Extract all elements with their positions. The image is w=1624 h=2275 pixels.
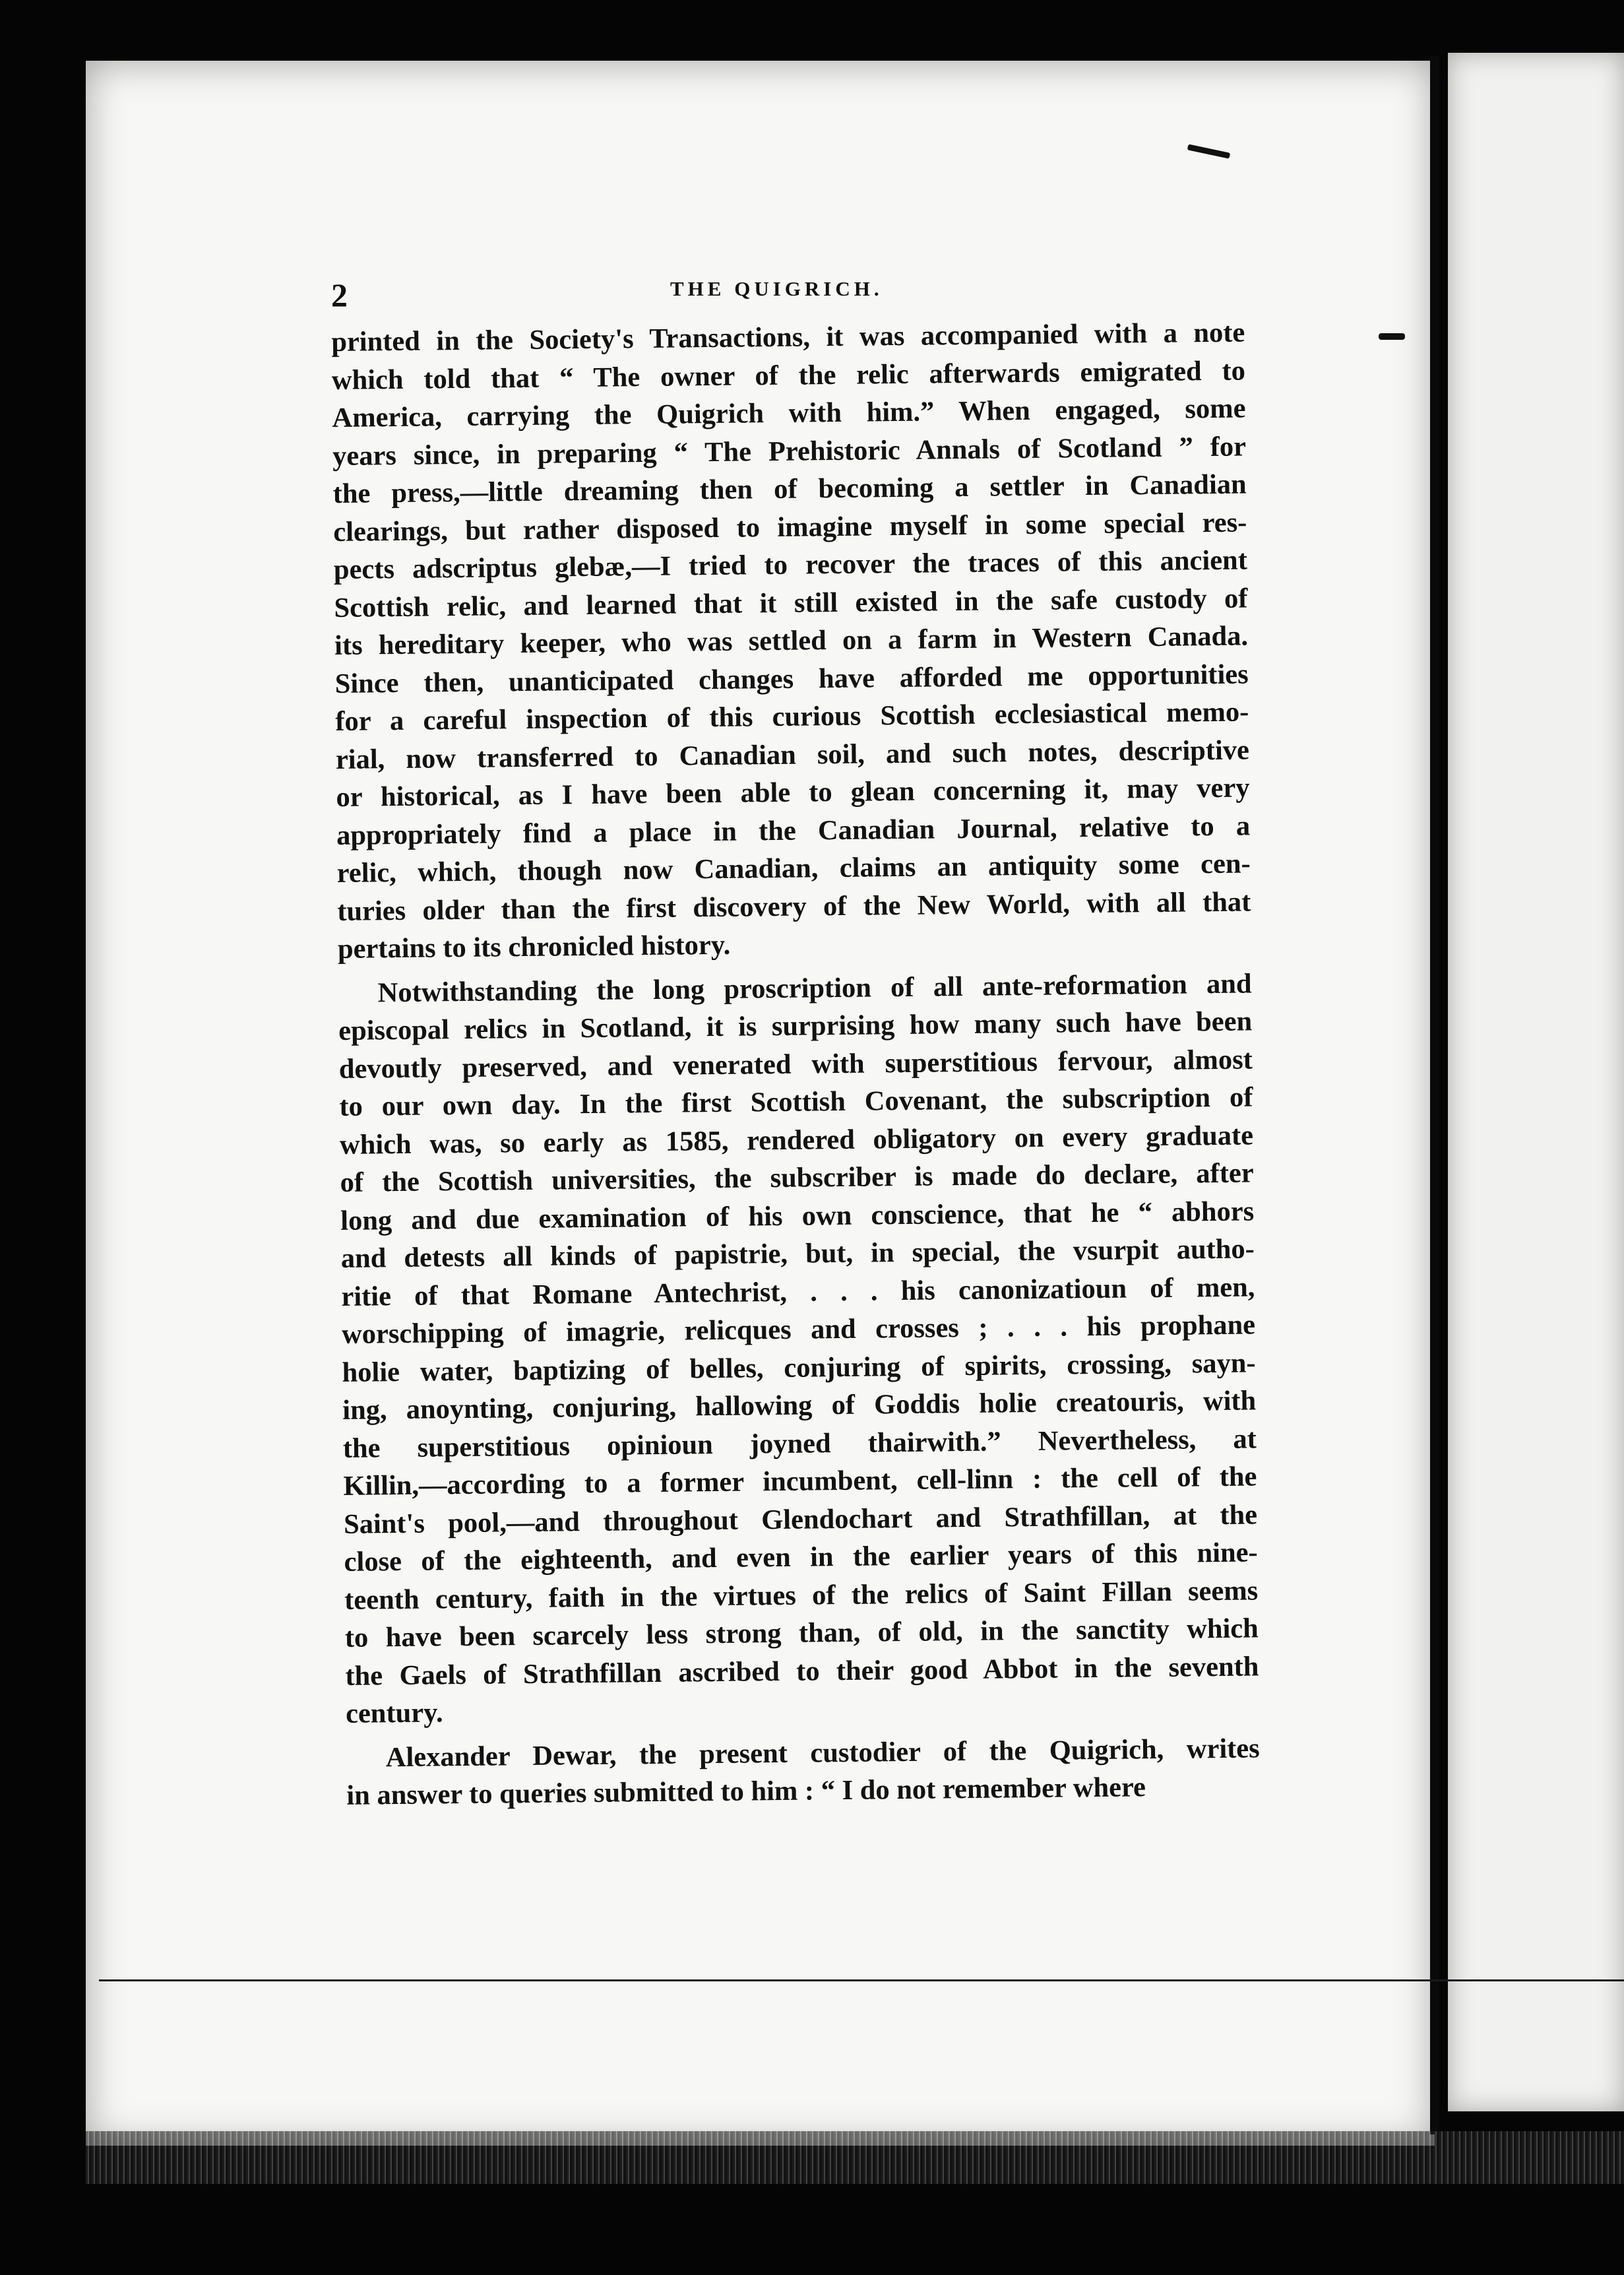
text-line: long and due examination of his own conscience, that he “ abhors bbox=[340, 1195, 1255, 1236]
text-line: the press,—little dreaming then of becoming a settler in Canadian bbox=[332, 468, 1247, 509]
text-line: or historical, as I have been able to glean concerning it, may very bbox=[336, 772, 1250, 813]
text-line: pects adscriptus glebæ,—I tried to recover the traces of this ancient bbox=[333, 544, 1248, 585]
text-line: relic, which, though now Canadian, claims an antiquity some cen- bbox=[336, 848, 1251, 889]
text-line: devoutly preserved, and venerated with superstitious fervour, almost bbox=[338, 1043, 1253, 1085]
margin-ink-mark bbox=[1379, 333, 1405, 340]
text-line: ing, anoynting, conjuring, hallowing of Goddis holie creatouris, with bbox=[342, 1385, 1257, 1426]
text-line: episcopal relics in Scotland, it is surprising how many such have been bbox=[338, 1006, 1253, 1046]
body-text bbox=[331, 313, 1261, 1814]
gutter-shadow bbox=[1430, 56, 1439, 2134]
text-line: turies older than the first discovery of the New World, with all that bbox=[337, 885, 1251, 927]
text-line: printed in the Society's Transactions, it was accompanied with a note bbox=[331, 317, 1245, 358]
microfilm-line bbox=[99, 1979, 1624, 1981]
text-line: which was, so early as 1585, rendered obligatory on every graduate bbox=[339, 1119, 1254, 1161]
running-head: THE QUIGRICH. bbox=[670, 277, 883, 300]
text-line: close of the eighteenth, and even in the earlier years of this nine- bbox=[344, 1537, 1258, 1578]
text-line: ritie of that Romane Antechrist, . . . his canonizatioun of men, bbox=[341, 1271, 1255, 1312]
page-number: 2 bbox=[331, 276, 348, 313]
text-line: pertains to its chronicled history. bbox=[337, 929, 731, 965]
text-line: the Gaels of Strathfillan ascribed to their good Abbot in the seventh bbox=[345, 1650, 1259, 1692]
text-line: worschipping of imagrie, relicques and crosses ; . . . his prophane bbox=[341, 1309, 1256, 1350]
text-line: which told that “ The owner of the relic afterwards emigrated to bbox=[331, 354, 1246, 396]
text-line: in answer to queries submitted to him : “ I do not remember where bbox=[346, 1772, 1146, 1811]
text-line: the superstitious opinioun joyned thairwith.” Nevertheless, at bbox=[342, 1423, 1257, 1464]
text-line: years since, in preparing “ The Prehistoric Annals of Scotland ” for bbox=[332, 430, 1247, 472]
text-line: teenth century, faith in the virtues of the relics of Saint Fillan seems bbox=[344, 1574, 1259, 1616]
text-line: Killin,—according to a former incumbent, cell-linn : the cell of the bbox=[343, 1461, 1257, 1502]
text-line: appropriately find a place in the Canadian Journal, relative to a bbox=[336, 810, 1251, 851]
text-line: of the Scottish universities, the subscriber is made do declare, after bbox=[340, 1157, 1254, 1198]
text-line: clearings, but rather disposed to imagine myself in some special res- bbox=[333, 506, 1247, 548]
text-line: to have been scarcely less strong than, of old, in the sanctity which bbox=[344, 1613, 1259, 1653]
text-line: Scottish relic, and learned that it still existed in the safe custody of bbox=[334, 582, 1248, 624]
text-line: holie water, baptizing of belles, conjuring of spirits, crossing, sayn- bbox=[342, 1347, 1256, 1388]
scan-noise bbox=[86, 2131, 1624, 2184]
text-line: and detests all kinds of papistrie, but, in special, the vsurpit autho- bbox=[340, 1233, 1255, 1274]
text-line: Since then, unanticipated changes have afforded me opportunities bbox=[334, 658, 1249, 699]
text-line: Alexander Dewar, the present custodier of the Quigrich, writes bbox=[385, 1732, 1260, 1773]
text-line: Notwithstanding the long proscription of all ante-reformation and bbox=[377, 967, 1252, 1008]
text-line: Saint's pool,—and throughout Glendochart and Strathfillan, at the bbox=[343, 1498, 1258, 1540]
text-line: its hereditary keeper, who was settled on a farm in Western Canada. bbox=[334, 620, 1249, 661]
facing-page-edge bbox=[1448, 53, 1624, 2111]
text-line: for a careful inspection of this curious Scottish ecclesiastical memo- bbox=[335, 696, 1249, 737]
text-line: rial, now transferred to Canadian soil, and such notes, descriptive bbox=[335, 734, 1250, 775]
text-line: to our own day. In the first Scottish Covenant, the subscription of bbox=[339, 1081, 1253, 1122]
text-line: America, carrying the Quigrich with him.” When engaged, some bbox=[332, 393, 1246, 433]
text-line: century. bbox=[345, 1697, 443, 1729]
